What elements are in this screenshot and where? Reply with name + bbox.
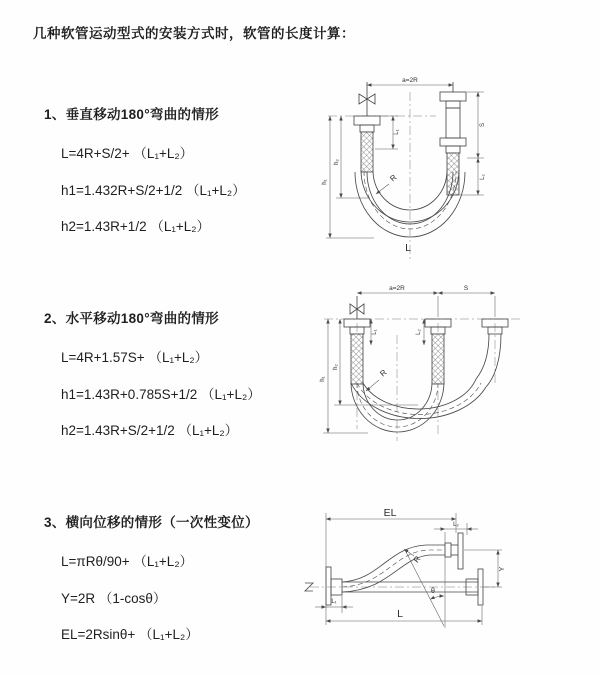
dim-label-a2r: a=2R — [389, 285, 405, 292]
section-heading: 2、水平移动180°弯曲的情形 — [44, 311, 219, 326]
dim-label-s: S — [480, 122, 486, 128]
section-vertical-180 — [44, 103, 324, 246]
diagram-vertical-180-u-bend — [310, 70, 600, 268]
left-flange — [326, 567, 331, 605]
s-curve-hose — [342, 545, 445, 582]
dim-label-a2r: a=2R — [402, 77, 418, 84]
section-heading: 3、横向位移的情形（一次性变位） — [44, 515, 259, 530]
formula-h2: h2=1.43R+S/2+1/2 （L₁+L₂） — [61, 423, 239, 438]
u-bend-arc — [351, 382, 444, 432]
centerlines — [328, 92, 436, 262]
formula-h1: h1=1.43R+0.785S+1/2 （L₁+L₂） — [61, 386, 261, 402]
formula-Y: Y=2R （1-cosθ） — [61, 590, 167, 606]
left-braided-hose — [351, 334, 363, 384]
dim-label-r: R — [411, 554, 423, 565]
hose-assembly — [344, 296, 508, 432]
dim-label-l2: L₂ — [453, 522, 459, 528]
hose-assembly — [326, 533, 483, 626]
dim-label-r: R — [378, 367, 389, 379]
section-lateral-displacement — [44, 511, 324, 654]
angle-arc — [430, 596, 444, 599]
dim-label-el: EL — [383, 507, 397, 519]
formula-L: L=4R+1.57S+ （L₁+L₂） — [61, 350, 209, 365]
dimensions — [320, 285, 495, 433]
dimensions — [322, 77, 486, 254]
diagram-lateral-displacement — [298, 503, 600, 655]
dim-label-h1: h₁ — [322, 179, 328, 185]
formula-EL: EL=2Rsinθ+ （L₁+L₂） — [61, 627, 199, 642]
dimensions — [315, 507, 506, 628]
dim-label-r: R — [388, 172, 399, 184]
formula-L: L=4R+S/2+ （L₁+L₂） — [61, 146, 194, 161]
diagram-horizontal-180-u-bend — [308, 283, 600, 463]
section-horizontal-180 — [44, 307, 324, 450]
dim-label-y: Y — [499, 566, 506, 572]
dim-label-l2: L₂ — [480, 174, 486, 180]
dim-label-h2: h₂ — [334, 159, 340, 165]
dim-label-h1: h₁ — [320, 376, 326, 382]
dim-label-h2: h₂ — [333, 364, 339, 370]
radius-line — [405, 550, 444, 626]
right-flange-displaced — [458, 533, 463, 569]
dim-label-l: L — [397, 608, 403, 620]
page-title: 几种软管运动型式的安装方式时，软管的长度计算： — [33, 26, 355, 41]
dim-label-l1: L₁ — [331, 599, 337, 605]
dim-label-l1: L₁ — [394, 129, 400, 135]
dim-label-l: L — [405, 242, 411, 254]
dim-label-l1: L₁ — [372, 329, 378, 335]
formula-L: L=πRθ/90+ （L₁+L₂） — [61, 554, 194, 569]
left-braided-hose — [361, 132, 373, 172]
left-flange — [354, 116, 380, 125]
dim-label-theta: θ — [431, 588, 435, 595]
dim-label-s: S — [463, 285, 469, 292]
right-flange-lower — [440, 138, 466, 146]
formula-h1: h1=1.432R+S/2+1/2 （L₁+L₂） — [61, 182, 246, 198]
section-heading: 1、垂直移动180°弯曲的情形 — [44, 107, 219, 122]
dim-label-l2: L₂ — [416, 329, 422, 335]
right-flange-upper — [440, 92, 466, 101]
formula-h2: h2=1.43R+1/2 （L₁+L₂） — [61, 219, 211, 234]
middle-braided-hose — [432, 334, 444, 384]
